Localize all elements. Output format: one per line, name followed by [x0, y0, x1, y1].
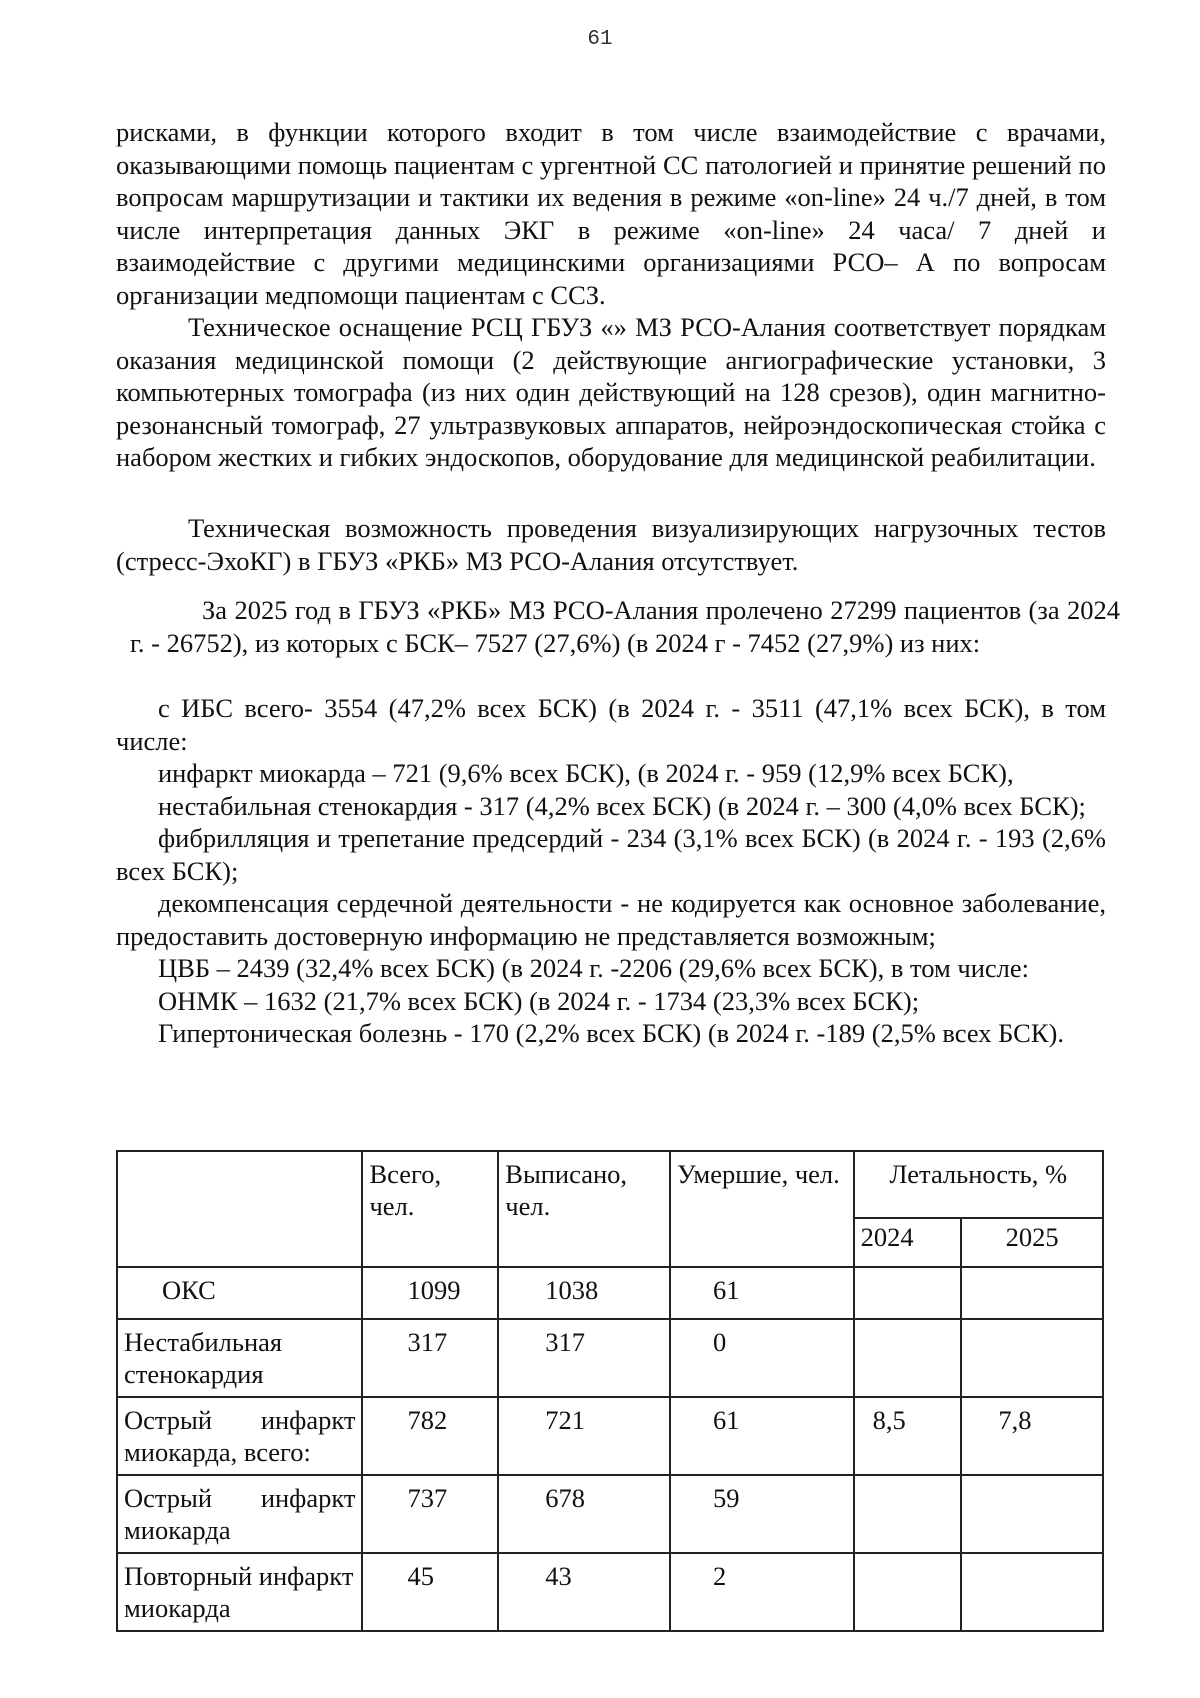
cell-died: 0 [670, 1319, 854, 1397]
paragraph-cvd: ЦВБ – 2439 (32,4% всех БСК) (в 2024 г. -2206 (29,6% всех БСК), в том числе: [158, 953, 1030, 983]
text-block-diagnoses [116, 692, 1106, 1050]
cell-discharged: 1038 [498, 1267, 670, 1319]
paragraph-patients-total: За 2025 год в ГБУЗ «РКБ» МЗ РСО-Алания пролечено 27299 пациентов (за 2024 г. - 26752), из которых с БСК– 7527 (27,6%) (в 2024 г - 7452 (27,9%) из них: [130, 595, 1120, 658]
row-label: Острый инфаркт миокарда, всего: [117, 1397, 362, 1475]
paragraph-ihd: с ИБС всего- 3554 (47,2% всех БСК) (в 2024 г. - 3511 (47,1% всех БСК), в том числе: [116, 693, 1106, 756]
paragraph-unstable-angina: нестабильная стенокардия - 317 (4,2% всех БСК) (в 2024 г. – 300 (4,0% всех БСК); [158, 790, 1086, 821]
cell-died: 2 [670, 1553, 854, 1631]
table-row [117, 1319, 1103, 1397]
paragraph-stress-echo: Техническая возможность проведения визуализирующих нагрузочных тестов (стресс-ЭхоКГ) в ГБУЗ «РКБ» МЗ РСО-Алания отсутствует. [116, 513, 1106, 576]
cell-discharged: 678 [498, 1475, 670, 1553]
text-block-stress-echo [116, 512, 1106, 577]
paragraph-stroke: ОНМК – 1632 (21,7% всех БСК) (в 2024 г. - 1734 (23,3% всех БСК); [158, 985, 920, 1016]
paragraph-decompensation: декомпенсация сердечной деятельности - не кодируется как основное заболевание, предоставить достоверную информацию не представляется возможным; [116, 888, 1106, 951]
cell-lethality-2024: 8,5 [854, 1397, 962, 1475]
cell-died: 61 [670, 1397, 854, 1475]
cell-lethality-2024 [854, 1267, 962, 1319]
cell-lethality-2024 [854, 1553, 962, 1631]
cell-lethality-2024 [854, 1475, 962, 1553]
page-number: 61 [587, 28, 613, 51]
cell-total: 737 [362, 1475, 498, 1553]
table-header-empty [117, 1151, 362, 1267]
table-row [117, 1397, 1103, 1475]
text-block-patients [116, 594, 1120, 659]
text-block-equipment [116, 116, 1106, 474]
statistics-table [116, 1150, 1104, 1632]
table-header-died: Умершие, чел. [670, 1151, 854, 1267]
row-label: Повторный инфаркт миокарда [117, 1553, 362, 1631]
table-header-discharged: Выписано, чел. [498, 1151, 670, 1267]
row-label: Острый инфаркт миокарда [117, 1475, 362, 1553]
cell-discharged: 43 [498, 1553, 670, 1631]
table-row [117, 1475, 1103, 1553]
cell-lethality-2025 [961, 1319, 1103, 1397]
paragraph-equipment: Техническое оснащение РСЦ ГБУЗ «» МЗ РСО-Алания соответствует порядкам оказания медицинской помощи (2 действующие ангиографические установки, 3 компьютерных томографа (из них один действующий на 128 срезов), один магнитно-резонансный томограф, 27 ультразвуковых аппаратов, нейроэндоскопическая стойка с набором жестких и гибких эндоскопов, оборудование для медицинской реабилитации. [116, 312, 1106, 472]
cell-lethality-2024 [854, 1319, 962, 1397]
table-header-row [117, 1151, 1103, 1218]
paragraph-infarction: инфаркт миокарда – 721 (9,6% всех БСК), (в 2024 г. - 959 (12,9% всех БСК), [158, 758, 1014, 788]
table-header-total: Всего, чел. [362, 1151, 498, 1267]
cell-lethality-2025 [961, 1553, 1103, 1631]
table-row [117, 1267, 1103, 1319]
cell-died: 59 [670, 1475, 854, 1553]
table-header-year-2025: 2025 [961, 1218, 1103, 1267]
paragraph-duties: рисками, в функции которого входит в том числе взаимодействие с врачами, оказывающими помощь пациентам с ургентной СС патологией и принятие решений по вопросам маршрутизации и тактики их ведения в режиме «on-line» 24 ч./7 дней, в том числе интерпретация данных ЭКГ в режиме «on-line» 24 часа/ 7 дней и взаимодействие с другими медицинскими организациями РСО– А по вопросам организации медпомощи пациентам с ССЗ. [116, 117, 1106, 310]
cell-discharged: 721 [498, 1397, 670, 1475]
cell-lethality-2025: 7,8 [961, 1397, 1103, 1475]
row-label: ОКС [117, 1267, 362, 1319]
cell-total: 45 [362, 1553, 498, 1631]
cell-lethality-2025 [961, 1267, 1103, 1319]
cell-total: 1099 [362, 1267, 498, 1319]
cell-discharged: 317 [498, 1319, 670, 1397]
cell-total: 782 [362, 1397, 498, 1475]
cell-lethality-2025 [961, 1475, 1103, 1553]
paragraph-hypertension: Гипертоническая болезнь - 170 (2,2% всех БСК) (в 2024 г. -189 (2,5% всех БСК). [158, 1018, 1064, 1048]
cell-total: 317 [362, 1319, 498, 1397]
row-label: Нестабильная стенокардия [117, 1319, 362, 1397]
table-header-year-2024: 2024 [854, 1218, 962, 1267]
table-row [117, 1553, 1103, 1631]
paragraph-atrial-fibrillation: фибрилляция и трепетание предсердий - 234 (3,1% всех БСК) (в 2024 г. - 193 (2,6% всех БСК); [116, 823, 1106, 886]
cell-died: 61 [670, 1267, 854, 1319]
table-header-lethality: Летальность, % [854, 1151, 1103, 1218]
